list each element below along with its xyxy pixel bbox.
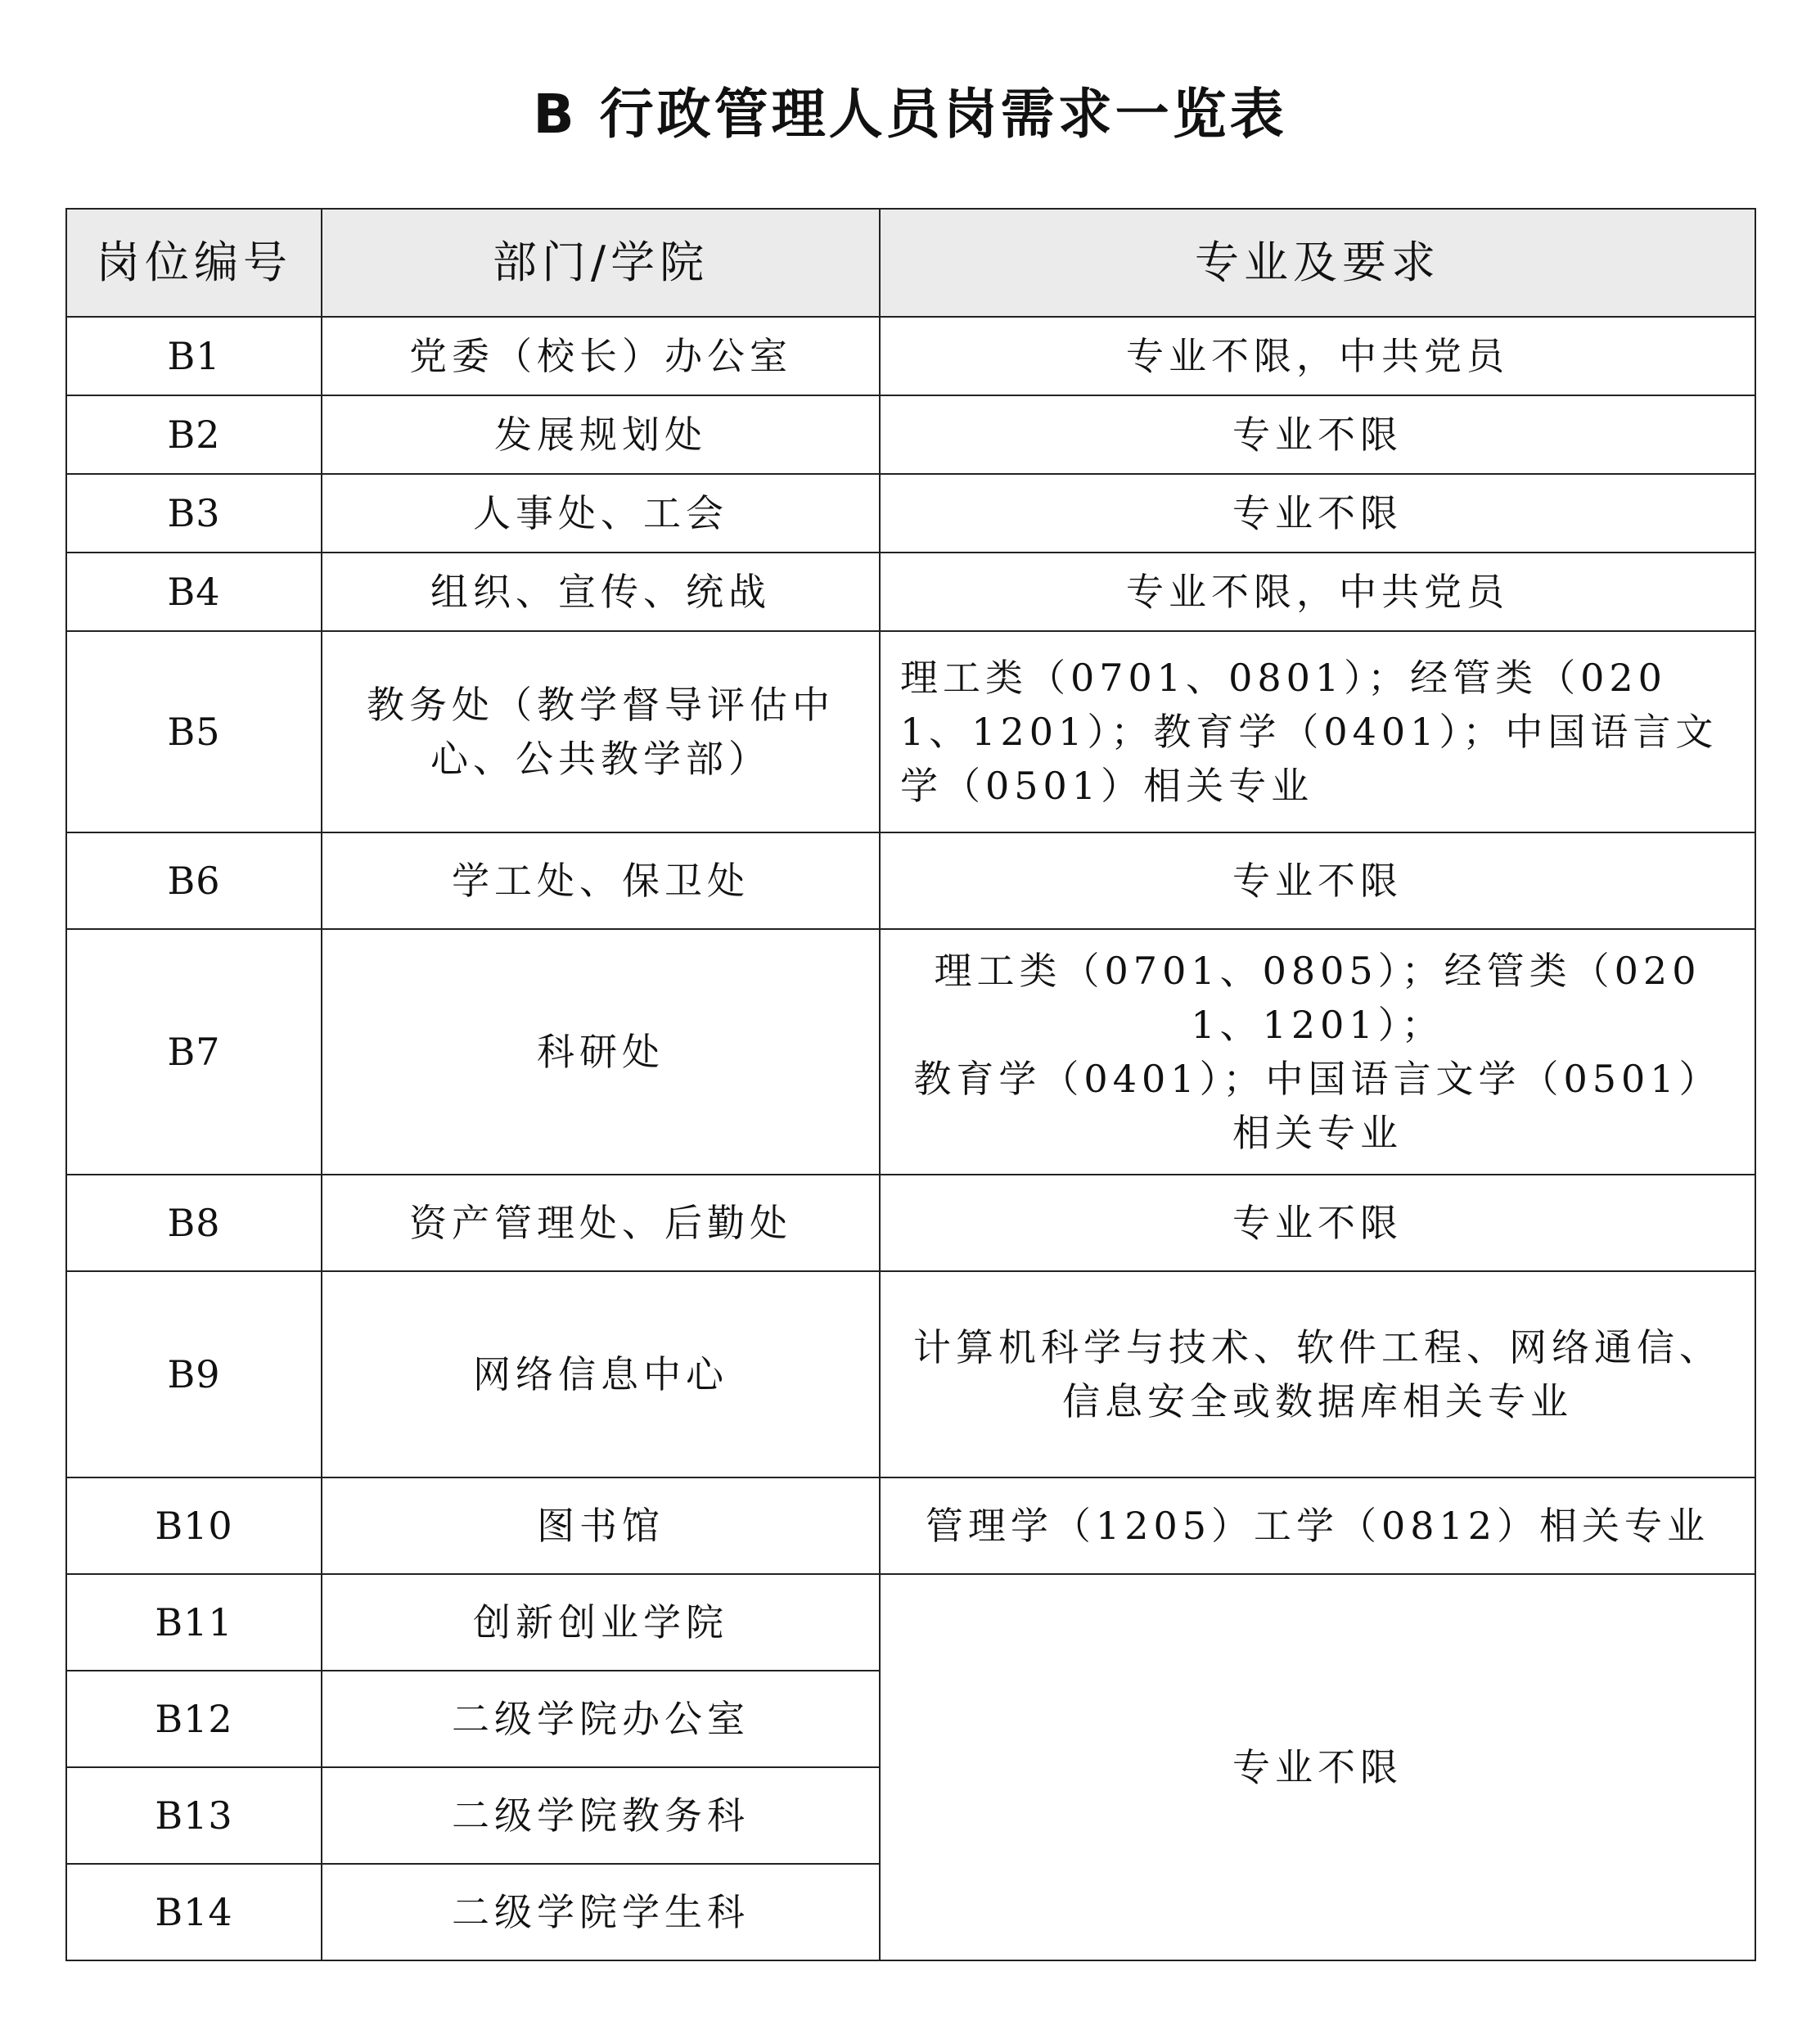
table-row — [66, 1477, 1755, 1574]
table-row — [66, 929, 1755, 1175]
requirement-line: 教育学（0401）；中国语言文学（0501） — [913, 1057, 1722, 1101]
requirement: 专业不限，中共党员 — [880, 553, 1755, 631]
table-row — [66, 474, 1755, 553]
requirement-line: 相关专业 — [1232, 1111, 1403, 1155]
header-major-requirements: 专业及要求 — [880, 209, 1755, 317]
requirement — [880, 929, 1755, 1175]
requirement-merged: 专业不限 — [880, 1574, 1755, 1960]
page-title: B 行政管理人员岗需求一览表 — [533, 83, 1287, 146]
department: 发展规划处 — [322, 395, 880, 474]
requirement: 理工类（0701、0801）；经管类（0201、1201）；教育学（0401）；中国语言文学（0501）相关专业 — [880, 631, 1755, 832]
header-position-code: 岗位编号 — [66, 209, 322, 317]
position-code: B7 — [66, 929, 322, 1175]
position-code: B3 — [66, 474, 322, 553]
department: 学工处、保卫处 — [322, 832, 880, 929]
department: 网络信息中心 — [322, 1271, 880, 1477]
requirement: 管理学（1205）工学（0812）相关专业 — [880, 1477, 1755, 1574]
position-code: B8 — [66, 1175, 322, 1271]
position-code: B5 — [66, 631, 322, 832]
table-row — [66, 832, 1755, 929]
department: 科研处 — [322, 929, 880, 1175]
department: 二级学院办公室 — [322, 1671, 880, 1767]
position-code: B1 — [66, 317, 322, 395]
department: 图书馆 — [322, 1477, 880, 1574]
table-row — [66, 395, 1755, 474]
position-code: B13 — [66, 1767, 322, 1864]
table-row — [66, 553, 1755, 631]
header-department: 部门/学院 — [322, 209, 880, 317]
requirement: 专业不限，中共党员 — [880, 317, 1755, 395]
requirement-line: 理工类（0701、0805）；经管类（0201、1201）； — [934, 949, 1701, 1047]
department: 人事处、工会 — [322, 474, 880, 553]
requirement: 专业不限 — [880, 395, 1755, 474]
position-code: B6 — [66, 832, 322, 929]
department: 教务处（教学督导评估中心、公共教学部） — [322, 631, 880, 832]
department: 组织、宣传、统战 — [322, 553, 880, 631]
position-code: B10 — [66, 1477, 322, 1574]
table-row — [66, 631, 1755, 832]
table-header-row — [66, 209, 1755, 317]
department: 二级学院教务科 — [322, 1767, 880, 1864]
requirement: 专业不限 — [880, 832, 1755, 929]
position-code: B14 — [66, 1864, 322, 1960]
requirements-table — [65, 208, 1756, 1961]
position-code: B9 — [66, 1271, 322, 1477]
requirement: 专业不限 — [880, 474, 1755, 553]
department: 创新创业学院 — [322, 1574, 880, 1671]
department: 资产管理处、后勤处 — [322, 1175, 880, 1271]
requirement: 计算机科学与技术、软件工程、网络通信、信息安全或数据库相关专业 — [880, 1271, 1755, 1477]
table-row — [66, 317, 1755, 395]
table-row — [66, 1175, 1755, 1271]
requirement: 专业不限 — [880, 1175, 1755, 1271]
position-code: B4 — [66, 553, 322, 631]
position-code: B11 — [66, 1574, 322, 1671]
position-code: B12 — [66, 1671, 322, 1767]
department: 党委（校长）办公室 — [322, 317, 880, 395]
department: 二级学院学生科 — [322, 1864, 880, 1960]
table-row — [66, 1271, 1755, 1477]
position-code: B2 — [66, 395, 322, 474]
table-row — [66, 1574, 1755, 1671]
